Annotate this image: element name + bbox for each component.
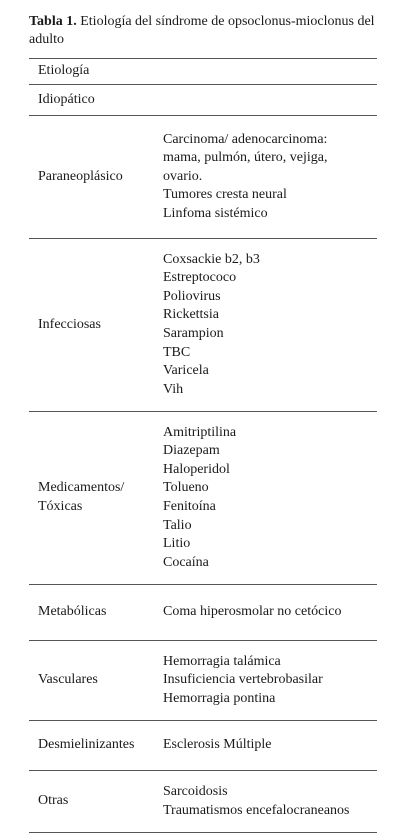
category-label: Vasculares [38,672,98,688]
category-label: Otras [38,793,69,809]
table-caption [29,13,381,49]
item-text: Hemorragia pontina [163,690,276,706]
item-text: Vih [163,381,184,397]
items-cell [163,239,377,412]
items-cell [163,116,377,239]
item-text: Talio [163,517,192,533]
category-cell [29,721,163,771]
etiology-table [29,58,377,833]
item-text: Hemorragia talámica [163,653,281,669]
table-row [29,641,377,721]
item-text: ovario. [163,168,203,184]
items-cell [163,85,377,116]
table-row [29,239,377,412]
items-cell [163,585,377,641]
category-cell [29,412,163,585]
item-text: Haloperidol [163,461,230,477]
item-text: mama, pulmón, útero, vejiga, [163,150,328,166]
item-text: Amitriptilina [163,424,237,440]
category-label: Medicamentos/ [38,480,125,496]
item-text: Linfoma sistémico [163,205,268,221]
table-row [29,116,377,239]
item-text: Insuficiencia vertebrobasilar [163,672,323,688]
table-header-cell: Etiología [29,59,377,85]
category-label: Tóxicas [38,499,83,514]
category-cell [29,771,163,833]
category-cell [29,85,163,116]
category-label: Metabólicas [38,604,107,620]
category-label: Desmielinizantes [38,737,135,753]
item-text: Cocaína [163,554,209,570]
category-cell [29,585,163,641]
table-row [29,412,377,585]
item-text: Tumores cresta neural [163,187,287,203]
item-text: Varicela [163,363,209,379]
item-text: Coma hiperosmolar no cetócico [163,604,342,620]
item-text: Sarampion [163,326,224,341]
item-text: Rickettsia [163,307,219,323]
items-cell [163,412,377,585]
items-cell [163,641,377,721]
category-cell [29,641,163,721]
caption-text: Etiología del síndrome de opsoclonus-mioclonus del adulto [29,14,375,47]
category-cell [29,116,163,239]
items-cell [163,771,377,833]
item-text: Fenitoína [163,499,216,514]
item-text: Esclerosis Múltiple [163,737,272,753]
item-text: Litio [163,536,191,552]
category-label: Idiopático [38,91,95,107]
item-text: Tolueno [163,480,209,496]
item-text: Sarcoidosis [163,783,228,799]
caption-label: Tabla 1. [29,14,77,29]
category-label: Paraneoplásico [38,168,123,184]
table-row [29,721,377,771]
category-cell [29,239,163,412]
table-row [29,771,377,833]
item-text: Diazepam [163,443,220,459]
item-text: Traumatismos encefalocraneanos [163,802,350,818]
category-label: Infecciosas [38,316,101,332]
item-text: Estreptococo [163,270,237,286]
item-text: TBC [163,344,191,360]
table-header-row [29,59,377,85]
item-text: Coxsackie b2, b3 [163,251,260,267]
item-text: Poliovirus [163,288,221,304]
items-cell [163,721,377,771]
table-row [29,585,377,641]
item-text: Carcinoma/ adenocarcinoma: [163,131,328,147]
table-row [29,85,377,116]
